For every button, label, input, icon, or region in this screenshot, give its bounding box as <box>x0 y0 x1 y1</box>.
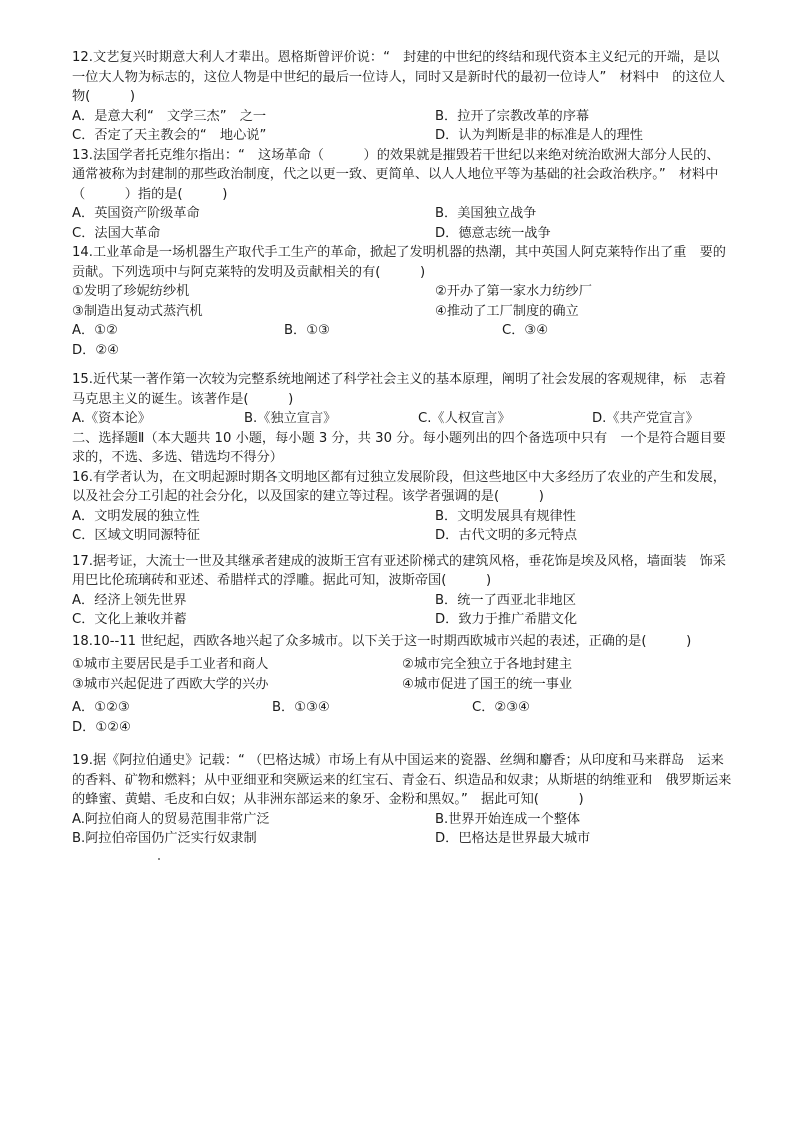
statement-2: ②城市完全独立于各地封建主 <box>402 657 573 672</box>
option-d[interactable]: D．致力于推广希腊文化 <box>435 612 578 627</box>
section-2-heading: 二、选择题Ⅱ（本大题共 10 小题，每小题 3 分，共 30 分。每小题列出的四个备选项中只有 一个是符合题目要求的，不选、多选、错选均不得分） <box>72 430 726 465</box>
question-12-options-ab <box>72 107 732 127</box>
question-13-options-cd <box>72 224 732 244</box>
question-14 <box>72 243 732 360</box>
question-18 <box>72 632 732 738</box>
question-17-options-ab <box>72 591 732 611</box>
question-12-options-cd <box>72 126 732 146</box>
option-a[interactable]: A．文明发展的独立性 <box>72 508 200 524</box>
option-c[interactable]: C．否定了天主教会的“ 地心说” <box>72 128 267 143</box>
question-13 <box>72 146 732 244</box>
option-a[interactable]: A．是意大利“ 文学三杰” 之一 <box>72 108 267 124</box>
option-b[interactable]: B．美国独立战争 <box>435 206 537 221</box>
statement-1: ①发明了珍妮纺纱机 <box>72 284 190 299</box>
question-18-options <box>72 698 732 718</box>
question-18-options-d <box>72 718 732 738</box>
option-d[interactable]: D．巴格达是世界最大城市 <box>435 831 591 846</box>
option-b[interactable]: B．①③④ <box>272 700 330 715</box>
option-d[interactable]: D．德意志统一战争 <box>435 225 551 241</box>
statement-3: ③制造出复动式蒸汽机 <box>72 303 203 319</box>
stray-mark <box>158 858 160 860</box>
option-d[interactable]: D.《共产党宣言》 <box>592 411 699 426</box>
option-c[interactable]: C.《人权宣言》 <box>418 411 511 426</box>
question-14-items-12 <box>72 282 732 302</box>
question-15 <box>72 370 732 429</box>
question-19-stem: 19.据《阿拉伯通史》记载：“ （巴格达城）市场上有从中国运来的瓷器、丝绸和麝香；从印度和马来群岛 运来的香料、矿物和燃料；从中亚细亚和突厥运来的红宝石、青金石、织造品和奴隶；从斯堪的纳维亚和 俄罗斯运来的蜂蜜、黄蜡、毛皮和白奴；从非洲东部运来的象牙、金粉和黑奴。” 据此可知( ) <box>72 753 732 807</box>
question-19-options-cd <box>72 829 732 849</box>
question-14-stem: 14.工业革命是一场机器生产取代手工生产的革命，掀起了发明机器的热潮，其中英国人阿克莱特作出了重 要的贡献。下列选项中与阿克莱特的发明及贡献相关的有( ) <box>72 245 726 280</box>
question-15-stem: 15.近代某一著作第一次较为完整系统地阐述了科学社会主义的基本原理，阐明了社会发展的客观规律，标 志着马克思主义的诞生。该著作是( ) <box>72 372 726 407</box>
option-b[interactable]: B.《独立宣言》 <box>244 411 337 426</box>
option-a[interactable]: A.《资本论》 <box>72 411 151 426</box>
option-c[interactable]: C．区域文明同源特征 <box>72 528 200 543</box>
question-14-options <box>72 321 732 341</box>
statement-1: ①城市主要居民是手工业者和商人 <box>72 657 269 672</box>
statement-4: ④城市促进了国王的统一事业 <box>402 676 573 692</box>
question-19 <box>72 751 732 849</box>
question-17-options-cd <box>72 610 732 630</box>
statement-4: ④推动了工厂制度的确立 <box>435 303 579 319</box>
option-d[interactable]: D．古代文明的多元特点 <box>435 528 578 543</box>
question-18-stem: 18.10--11 世纪起，西欧各地兴起了众多城市。以下关于这一时期西欧城市兴起的表述，正确的是( ) <box>72 633 692 649</box>
option-a[interactable]: A．经济上领先世界 <box>72 592 187 608</box>
option-d[interactable]: D．认为判断是非的标准是人的理性 <box>435 128 643 143</box>
question-12-stem: 12.文艺复兴时期意大利人才辈出。恩格斯曾评价说：“ 封建的中世纪的终结和现代资本主义纪元的开端，是以一位大人物为标志的，这位人物是中世纪的最后一位诗人，同时又是新时代的最初一位诗人” 材料中 的这位人物( ) <box>72 50 726 104</box>
question-17-stem: 17.据考证，大流士一世及其继承者建成的波斯王宫有亚述阶梯式的建筑风格，垂花饰是埃及风格，墙面装 饰采用巴比伦琉璃砖和亚述、希腊样式的浮雕。据此可知，波斯帝国( ) <box>72 553 726 588</box>
option-a[interactable]: A．①②③ <box>72 700 130 715</box>
option-b[interactable]: B.世界开始连成一个整体 <box>435 811 581 827</box>
question-14-options-d <box>72 341 732 361</box>
option-c[interactable]: C．法国大革命 <box>72 225 161 241</box>
question-13-stem: 13.法国学者托克维尔指出：“ 这场革命（ ）的效果就是摧毁若干世纪以来绝对统治欧洲大部分人民的、 通常被称为封建制的那些政治制度，代之以更一致、更简单、以人人地位平等为基础的社会政治秩序。” 材料中（ ）指的是( ) <box>72 147 727 202</box>
option-d[interactable]: D．①②④ <box>72 719 131 735</box>
option-a[interactable]: A.阿拉伯商人的贸易范围非常广泛 <box>72 811 270 827</box>
question-12 <box>72 48 732 146</box>
question-16-options-cd <box>72 526 732 546</box>
option-c[interactable]: C．②③④ <box>472 700 530 715</box>
option-b[interactable]: B．①③ <box>284 323 330 338</box>
statement-3: ③城市兴起促进了西欧大学的兴办 <box>72 676 269 692</box>
option-c[interactable]: C．文化上兼收并蓄 <box>72 612 187 627</box>
question-16-options-ab <box>72 507 732 527</box>
question-16-stem: 16.有学者认为，在文明起源时期各文明地区都有过独立发展阶段，但这些地区中大多经历了农业的产生和发展，以及社会分工引起的社会分化，以及国家的建立等过程。该学者强调的是( ) <box>72 469 726 504</box>
question-15-options <box>72 409 732 429</box>
option-b[interactable]: B．拉开了宗教改革的序幕 <box>435 108 590 124</box>
question-18-items-34 <box>72 675 732 695</box>
option-a[interactable]: A．①② <box>72 323 118 338</box>
question-19-options-ab <box>72 810 732 830</box>
option-a[interactable]: A．英国资产阶级革命 <box>72 206 200 221</box>
question-14-items-34 <box>72 302 732 322</box>
option-d[interactable]: D．②④ <box>72 342 119 358</box>
exam-page <box>72 48 732 849</box>
option-c[interactable]: B.阿拉伯帝国仍广泛实行奴隶制 <box>72 831 257 846</box>
question-18-items-12 <box>72 655 732 675</box>
question-13-options-ab <box>72 204 732 224</box>
question-17 <box>72 552 732 630</box>
option-b[interactable]: B．文明发展具有规律性 <box>435 508 576 524</box>
question-16 <box>72 468 732 546</box>
option-c[interactable]: C．③④ <box>502 323 549 338</box>
statement-2: ②开办了第一家水力纺纱厂 <box>435 284 592 299</box>
option-b[interactable]: B．统一了西亚北非地区 <box>435 592 576 608</box>
